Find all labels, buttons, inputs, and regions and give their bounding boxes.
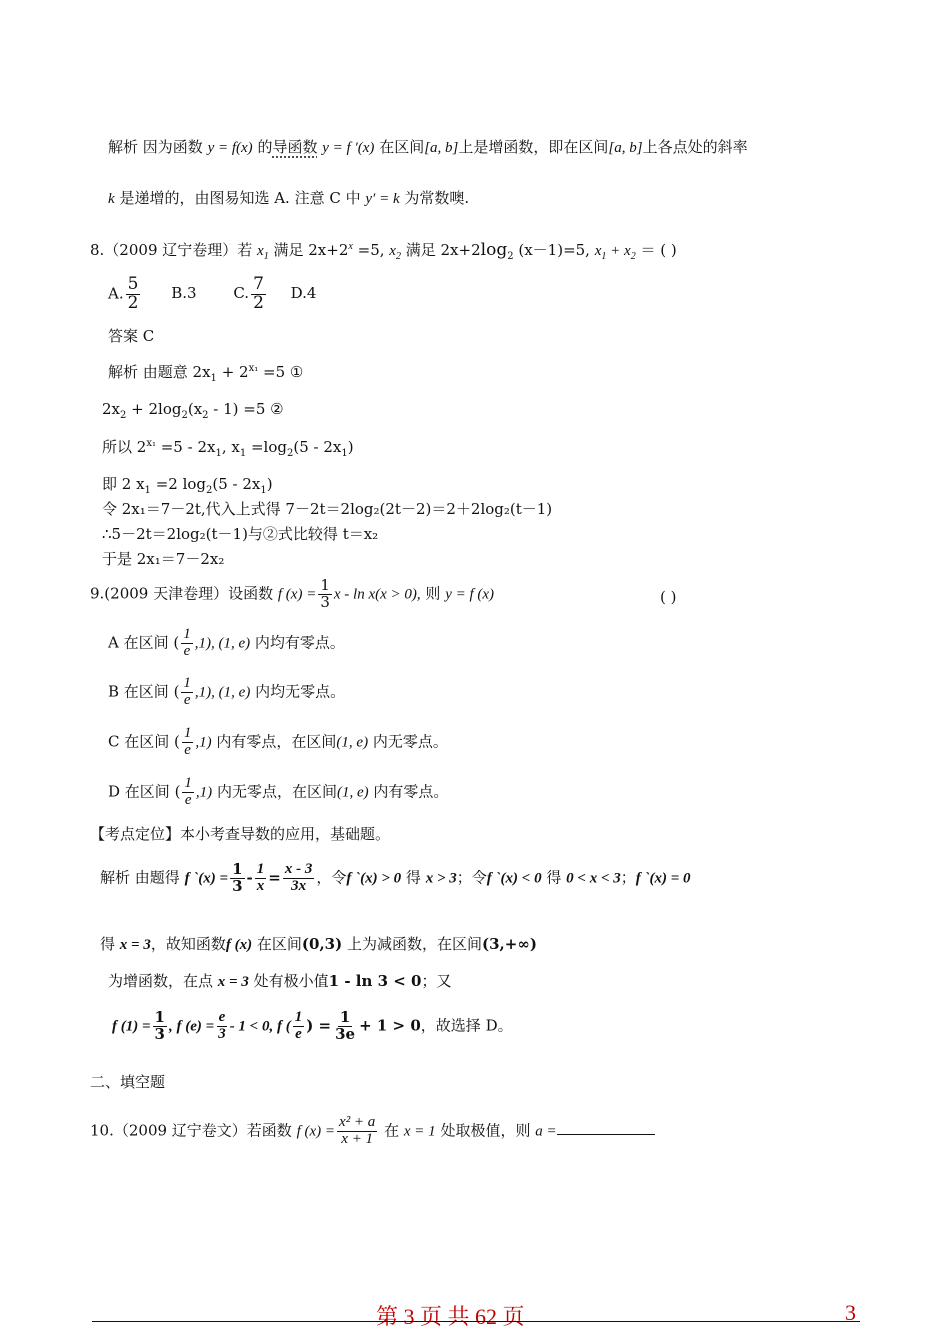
text: 是递增的，由图易知选 A. 注意 C 中 (119, 189, 361, 207)
math: f (x) = (277, 586, 317, 603)
question-8 (90, 240, 677, 263)
question-9-option-a: A 在区间 ( $\frac{1}{e}$ ,1), (1, e) 内均有零点。 (108, 626, 345, 659)
math: $x_1 + x_2$ (594, 243, 636, 262)
solution-step-3: 所以 $2^{x_1} =5 - 2x_1$, $x_1 =\log_2(5 - 2x_1)$ (102, 438, 354, 459)
solution-step-1: 解析 由题意 $2x_1 + 2^{x_1} =5$ ① (108, 363, 304, 384)
math: 2$^x$ (338, 241, 353, 259)
math: x - ln x(x > 0), (333, 586, 421, 603)
solution-step-6: ∴5－2t＝2log₂(t－1)与②式比较得 t＝x₂ (102, 525, 379, 543)
text: =5, (357, 241, 385, 259)
page-number-right: 3 (845, 1300, 856, 1325)
question-8-options (108, 276, 316, 313)
footer-divider (92, 1321, 860, 1322)
text: (x－1)=5, (518, 241, 590, 259)
text: 为常数噢. (404, 189, 470, 207)
fraction: $\frac{5}{2}$ (127, 274, 139, 313)
option-c: C. (233, 284, 250, 303)
math: [a, b] (608, 140, 643, 156)
option-b: B.3 (171, 284, 197, 303)
analysis-line-1: 解析 由题得 f `(x) = $\frac{1}{3}$ - $\frac{1}{x}$ = $\frac{x - 3}{3x}$ ，令f `(x) > 0 得 x > 3；令f `(x) < 0 得 0 < x < 3；f `(x) = 0 (100, 860, 691, 895)
math: [a, b] (424, 140, 459, 156)
analysis-line-3: 为增函数，在点 x = 3 处有极小值1 - ln 3 < 0；又 (108, 972, 452, 990)
question-9-option-c: C 在区间 ( $\frac{1}{e}$ ,1) 内有零点，在区间(1, e) 内无零点。 (108, 725, 448, 758)
math: y = f (x) (445, 586, 495, 603)
math: y = f ′(x) (322, 140, 375, 156)
math: y = f(x) (207, 140, 253, 156)
question-9 (90, 576, 677, 611)
text: ＝ ( ) (640, 241, 677, 259)
fill-in-blank[interactable] (557, 1120, 655, 1135)
math: y′ = k (365, 191, 400, 207)
emphasis-text: 导函数 (272, 138, 318, 156)
analysis-line-2: 得 x = 3，故知函数f (x) 在区间(0,3) 上为减函数，在区间(3,+∞) (100, 935, 537, 953)
text: 在区间 (379, 138, 425, 156)
text: 解析 因为函数 (108, 138, 203, 156)
text: 上是增函数，即在区间 (458, 138, 609, 156)
section-heading: 二、填空题 (90, 1073, 166, 1091)
question-9-option-d: D 在区间 ( $\frac{1}{e}$ ,1) 内无零点，在区间(1, e) 内有零点。 (108, 775, 449, 808)
answer-blank: ( ) (660, 588, 677, 606)
analysis-line-4: f (1) = $\frac{1}{3}$ , f (e) = $\frac{e}{3}$ - 1 < 0, f ( $\frac{1}{e}$ ) = $\frac{1}{3e}$ + 1 > 0，故选择 D。 (112, 1008, 513, 1043)
math: $x_1$ (257, 243, 269, 262)
question-9-option-b: B 在区间 ( $\frac{1}{e}$ ,1), (1, e) 内均无零点。 (108, 675, 346, 708)
question-10: 10.（2009 辽宁卷文）若函数 f (x) = $\frac{\text{x² + a}}{x + 1}$ 在 x = 1 处取极值，则 a = (90, 1115, 655, 1148)
key-point: 【考点定位】本小考查导数的应用，基础题。 (90, 825, 391, 843)
solution-step-7: 于是 2x₁＝7－2x₂ (102, 550, 225, 568)
solution-line-2 (108, 189, 469, 208)
page-number-center: 第 3 页 共 62 页 (376, 1304, 525, 1329)
text: 8.（2009 辽宁卷理）若 (90, 241, 253, 259)
solution-step-5: 令 2x₁＝7－2t,代入上式得 7－2t＝2log₂(2t－2)＝2＋2log₂(t－1) (102, 500, 553, 518)
text: 满足 2x+ (273, 241, 339, 259)
math: $x_2$ (389, 243, 401, 262)
text: 上各点处的斜率 (642, 138, 748, 156)
math: log (480, 240, 508, 260)
solution-step-2: $2x_2 + 2\log_2(x_2 - 1) =5$ ② (102, 400, 284, 421)
text: 满足 2x+2 (405, 241, 481, 259)
fraction: $\frac{7}{2}$ (253, 274, 264, 313)
option-d: D.4 (290, 284, 317, 303)
option-a: A. (108, 284, 124, 303)
solution-line-1 (108, 138, 748, 157)
text: 的 (257, 138, 273, 156)
answer: 答案 C (108, 327, 155, 345)
text: 则 (425, 584, 441, 603)
text: 9.(2009 天津卷理）设函数 (90, 584, 274, 603)
solution-step-4: 即 2 $x_1 =2$ $\log_2(5 - 2x_1)$ (102, 475, 273, 496)
subscript: 2 (507, 251, 514, 262)
fraction: $\frac{1}{3}$ (320, 576, 330, 611)
math: k (108, 191, 115, 207)
